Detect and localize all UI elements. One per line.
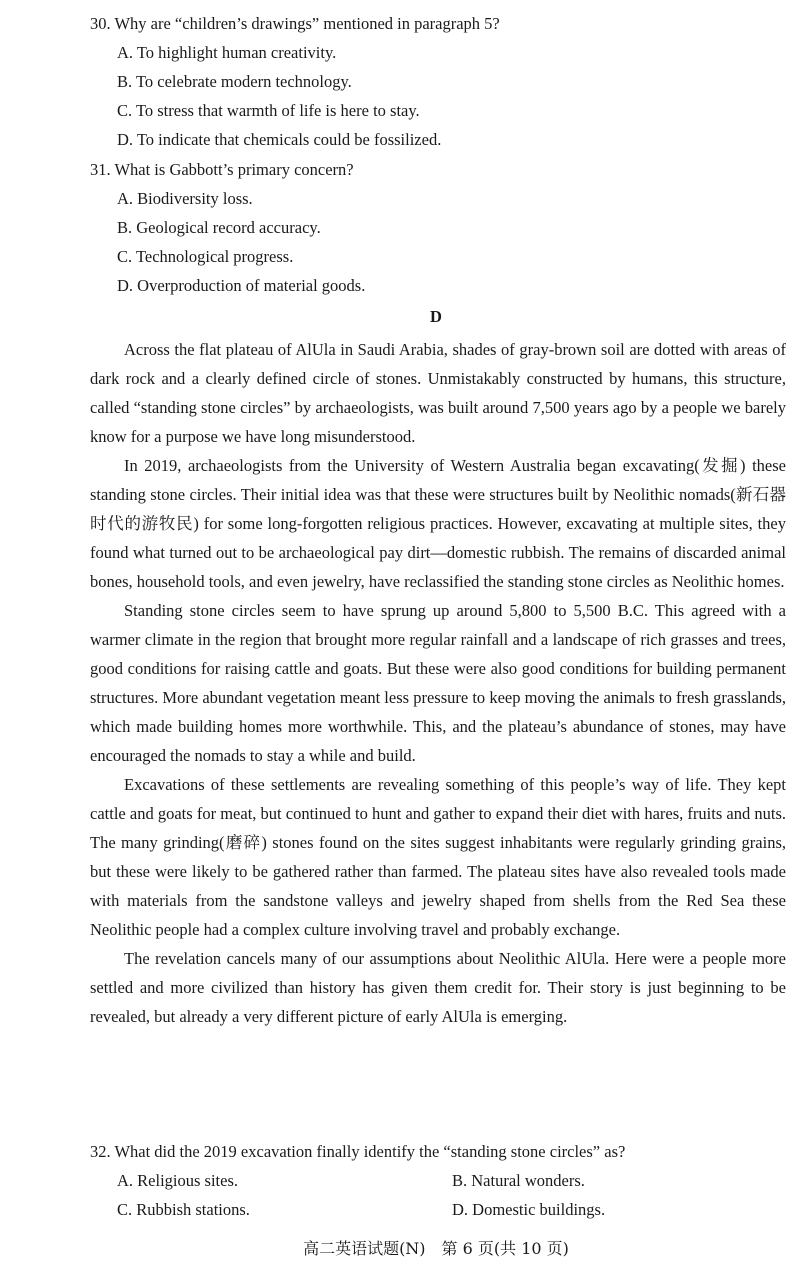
question-32-option-c: C. Rubbish stations. [117,1200,250,1219]
question-31-option-a: A. Biodiversity loss. [117,189,253,208]
question-32-stem: 32. What did the 2019 excavation finally identify the “standing stone circles” as? [90,1142,626,1161]
question-31-stem: 31. What is Gabbott’s primary concern? [90,160,354,179]
passage-paragraph-4: Excavations of these settlements are revealing something of this people’s way of life. They kept cattle and goats for meat, but continued to hunt and gather to expand their diet with hares, fruits and nuts. The many grinding(磨碎) stones found on the sites suggest inhabitants were regularly grinding grains, but these were likely to be gathered rather than farmed. The plateau sites have also revealed tools made with materials from the sandstone valleys and jewelry shaped from shells from the Red Sea these Neolithic people had a complex culture involving travel and probably exchange. [90,775,786,939]
reading-passage [90,335,786,1031]
passage-paragraph-2: In 2019, archaeologists from the University of Western Australia began excavating(发掘) these standing stone circles. Their initial idea was that these were structures built by Neolithic nomads(新石器时代的游牧民) for some long-forgotten religious practices. However, excavating at multiple sites, they found what turned out to be archaeological pay dirt—domestic rubbish. The remains of discarded animal bones, household tools, and even jewelry, have reclassified the standing stone circles as Neolithic homes. [90,456,786,591]
page-footer: 高二英语试题(N) 第 6 页(共 10 页) [303,1239,569,1258]
question-32-option-d: D. Domestic buildings. [452,1200,606,1219]
passage-paragraph-5: The revelation cancels many of our assumptions about Neolithic AlUla. Here were a people more settled and more civilized than history has given them credit for. Their story is just beginning to be revealed, but already a very different picture of early AlUla is emerging. [90,949,786,1026]
question-30-stem: 30. Why are “children’s drawings” mentioned in paragraph 5? [90,14,500,33]
question-30-option-d: D. To indicate that chemicals could be fossilized. [117,130,442,149]
section-heading: D [430,307,442,326]
question-31-option-d: D. Overproduction of material goods. [117,276,366,295]
question-32-option-a: A. Religious sites. [117,1171,239,1190]
question-30-option-b: B. To celebrate modern technology. [117,72,352,91]
passage-paragraph-3: Standing stone circles seem to have sprung up around 5,800 to 5,500 B.C. This agreed with a warmer climate in the region that brought more regular rainfall and a landscape of rich grasses and trees, good conditions for raising cattle and goats. But these were also good conditions for building permanent structures. More abundant vegetation meant less pressure to keep moving the animals to fresh grasslands, which made building homes more worthwhile. This, and the plateau’s abundance of stones, may have encouraged the nomads to stay a while and build. [90,601,786,765]
question-30-option-c: C. To stress that warmth of life is here to stay. [117,101,420,120]
question-32-option-b: B. Natural wonders. [452,1171,585,1190]
question-31-option-b: B. Geological record accuracy. [117,218,321,237]
question-31-option-c: C. Technological progress. [117,247,294,266]
question-30-option-a: A. To highlight human creativity. [117,43,337,62]
passage-paragraph-1: Across the flat plateau of AlUla in Saudi Arabia, shades of gray-brown soil are dotted with areas of dark rock and a clearly defined circle of stones. Unmistakably constructed by humans, this structure, called “standing stone circles” by archaeologists, was built around 7,500 years ago by a people we barely know for a purpose we have long misunderstood. [90,340,786,446]
